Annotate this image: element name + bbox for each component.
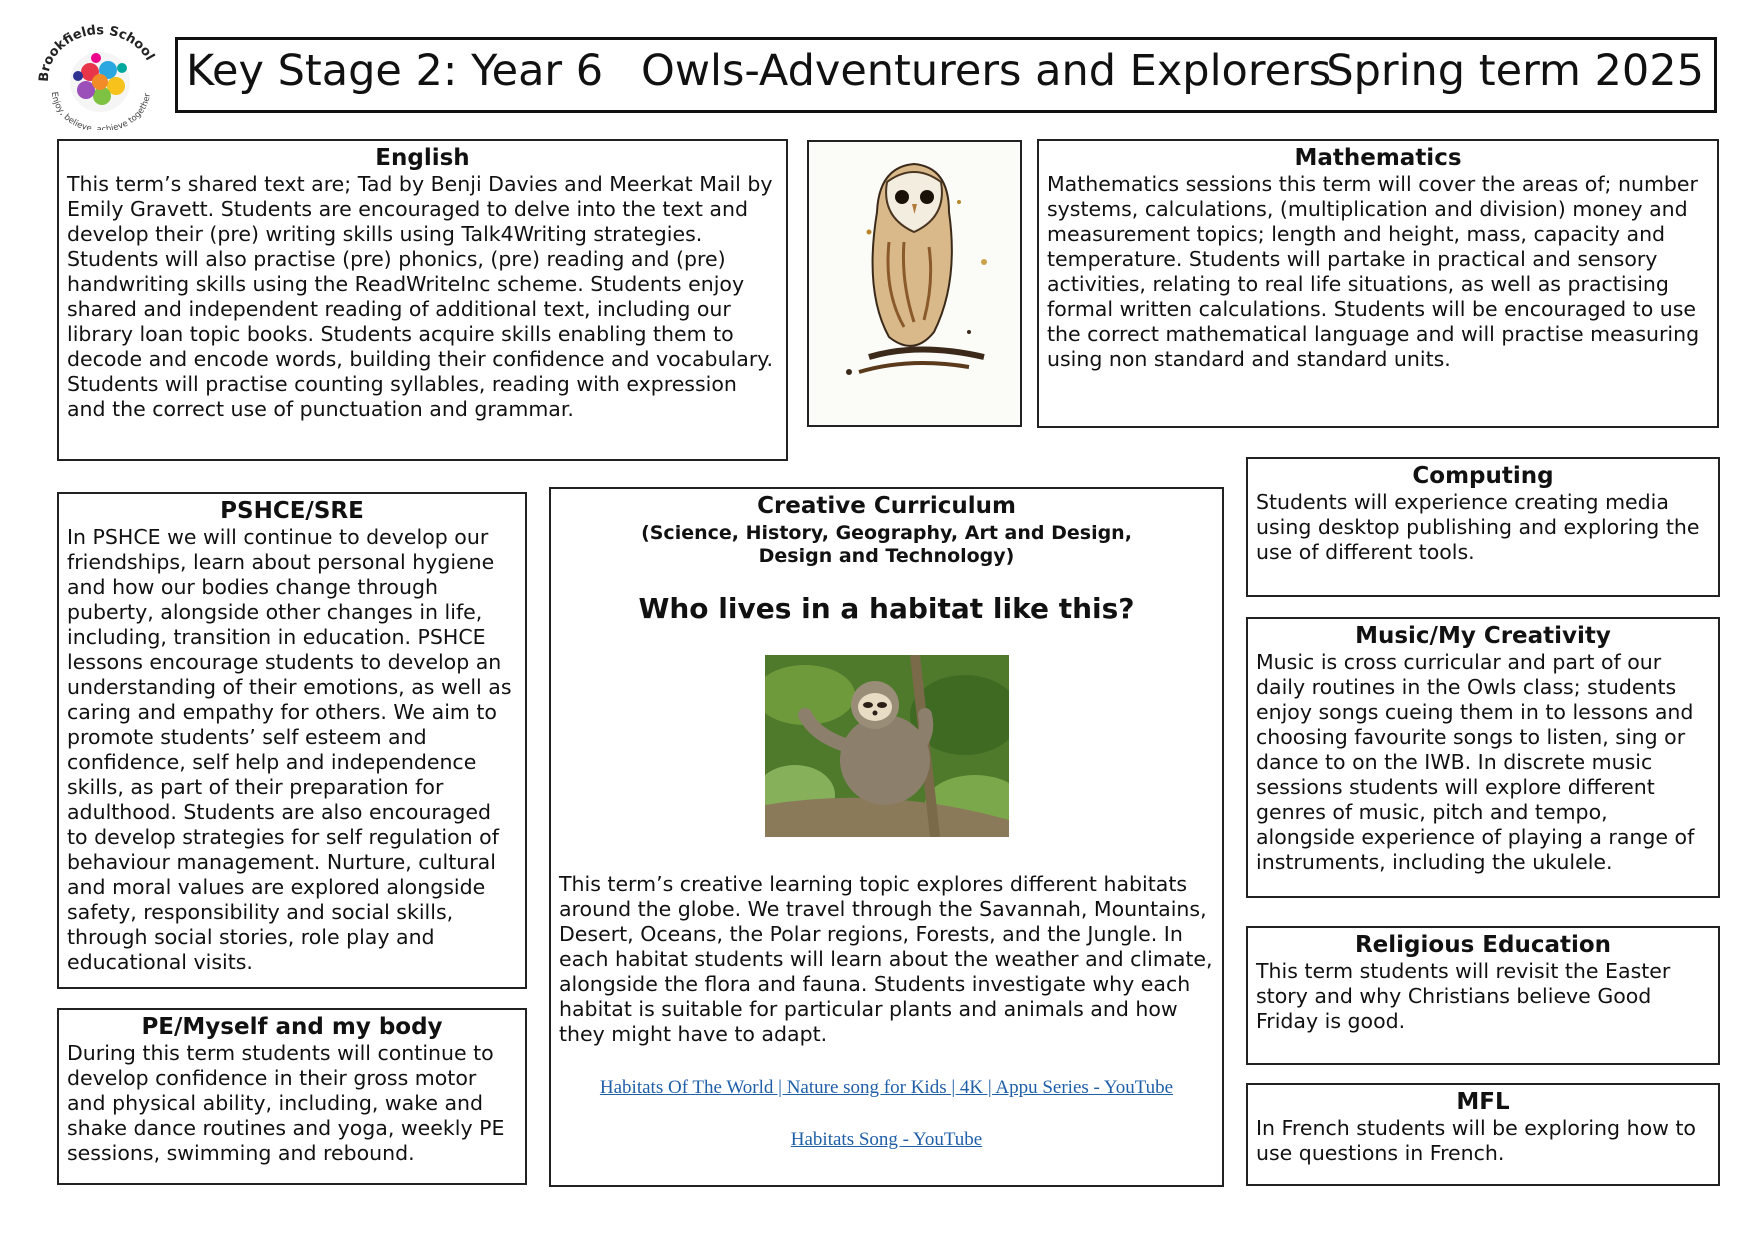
creative-heading: Creative Curriculum <box>757 493 1016 519</box>
school-logo <box>30 20 170 130</box>
religious-education-section <box>1246 926 1720 1065</box>
creative-curriculum-section <box>549 487 1224 1187</box>
habitats-song-video-link[interactable]: Habitats Song - YouTube <box>790 1129 983 1150</box>
pshce-heading: PSHCE/SRE <box>220 498 364 524</box>
computing-section <box>1246 457 1720 597</box>
page-header <box>175 37 1717 113</box>
mfl-text: In French students will be exploring how to use questions in French. <box>1256 1116 1696 1165</box>
english-section <box>57 139 788 461</box>
creative-subjects: (Science, History, Geography, Art and Design, Design and Technology) <box>641 522 1132 567</box>
key-stage-title: Key Stage 2: Year 6 <box>186 46 604 96</box>
owl-illustration <box>807 140 1022 427</box>
music-heading: Music/My Creativity <box>1355 623 1611 649</box>
pe-heading: PE/Myself and my body <box>141 1014 443 1040</box>
creative-text: This term’s creative learning topic explores different habitats around the globe. We travel through the Savannah, Mountains, Desert, Oceans, the Polar regions, Forests, and the Jungle. In each habitat students will learn about the weather and climate, alongside the flora and fauna. Students investigate why each habitat is suitable for particular plants and animals and how they might have to adapt. <box>559 872 1213 1046</box>
computing-heading: Computing <box>1412 463 1554 489</box>
sloth-photo-icon <box>765 655 1009 837</box>
mathematics-text: Mathematics sessions this term will cover the areas of; number systems, calculations, (multiplication and division) money and measurement topics; length and height, mass, capacity and temperature. Students will partake in practical and sensory activities, relating to real life situations, as well as practising formal written calculations. Students will be encouraged to use the correct mathematical language and will practise measuring using non standard and standard units. <box>1047 172 1700 371</box>
mathematics-heading: Mathematics <box>1294 145 1462 171</box>
habitats-of-the-world-video-link[interactable]: Habitats Of The World | Nature song for Kids | 4K | Appu Series - YouTube <box>599 1077 1174 1098</box>
pe-section <box>57 1008 527 1185</box>
mfl-heading: MFL <box>1456 1089 1510 1115</box>
mfl-section <box>1246 1083 1720 1186</box>
music-section <box>1246 617 1720 898</box>
class-topic-title: Owls-Adventurers and Explorers <box>641 46 1332 96</box>
pe-text: During this term students will continue to develop confidence in their gross motor and physical ability, including, wake and shake dance routines and yoga, weekly PE sessions, swimming and rebound. <box>67 1041 505 1165</box>
computing-text: Students will experience creating media using desktop publishing and exploring the use of different tools. <box>1256 490 1700 564</box>
pshce-text: In PSHCE we will continue to develop our friendships, learn about personal hygiene and how our bodies change through puberty, alongside other changes in life, including, transition in education. PSHCE lessons encourage students to develop an understanding of their emotions, as well as caring and empathy for others. We aim to promote students’ self esteem and confidence, self help and independence skills, as part of their preparation for adulthood. Students are also encouraged to develop strategies for self regulation of behaviour management. Nurture, cultural and moral values are explored alongside safety, responsibility and social skills, through social stories, role play and educational visits. <box>67 525 512 974</box>
owl-icon <box>809 142 1020 425</box>
term-title: Spring term 2025 <box>1326 46 1704 96</box>
handprint-logo-icon <box>30 20 170 130</box>
logo-school-name: Brookfields School <box>36 23 158 83</box>
religious-education-text: This term students will revisit the Easter story and why Christians believe Good Friday is good. <box>1256 959 1671 1033</box>
english-heading: English <box>375 145 470 171</box>
english-text: This term’s shared text are; Tad by Benji Davies and Meerkat Mail by Emily Gravett. Students are encouraged to delve into the text and develop their (pre) writing skills using Talk4Writing strategies. Students will also practise (pre) phonics, (pre) reading and (pre) handwriting skills using the ReadWriteInc scheme. Students enjoy shared and independent reading of additional text, including our library loan topic books. Students acquire skills enabling them to decode and encode words, building their confidence and vocabulary. Students will practise counting syllables, reading with expression and the correct use of punctuation and grammar. <box>67 172 773 421</box>
religious-education-heading: Religious Education <box>1354 932 1612 958</box>
logo-motto: Enjoy, believe, achieve together <box>48 91 153 130</box>
music-text: Music is cross curricular and part of our daily routines in the Owls class; students enjoy songs cueing them in to lessons and choosing favourite songs to listen, sing or dance to on the IWB. In discrete music sessions students will explore different genres of music, pitch and tempo, alongside experience of playing a range of instruments, including the ukulele. <box>1256 650 1695 874</box>
habitat-question: Who lives in a habitat like this? <box>638 592 1135 625</box>
pshce-section <box>57 492 527 989</box>
mathematics-section <box>1037 139 1719 428</box>
